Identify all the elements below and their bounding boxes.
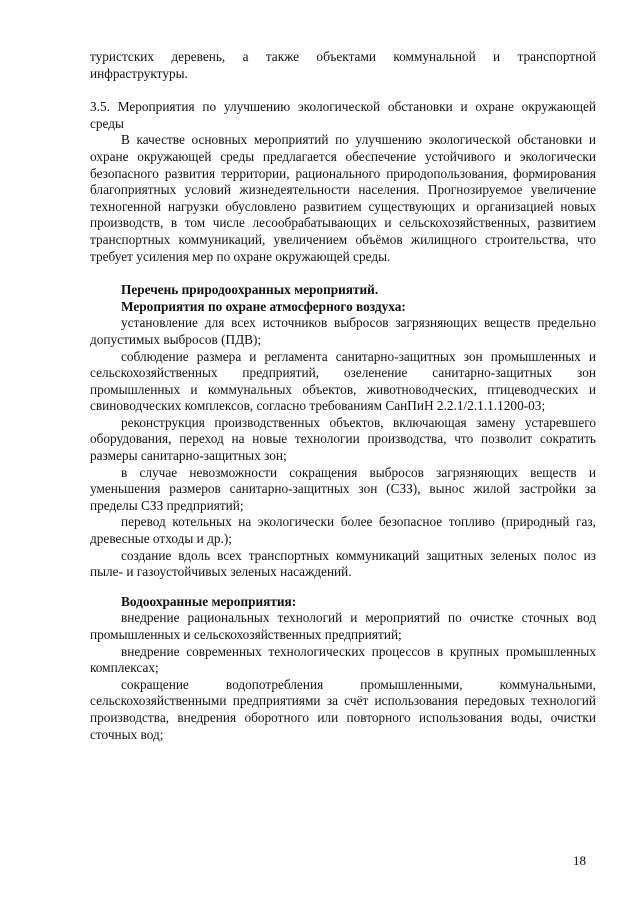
document-page bbox=[90, 49, 596, 743]
air-measure-item: установление для всех источников выбросов загрязняющих веществ предельно допустимых выбросов (ПДВ); bbox=[90, 315, 596, 347]
water-measure-item: внедрение рациональных технологий и мероприятий по очистке сточных вод промышленных и сельскохозяйственных предприятий; bbox=[90, 610, 596, 642]
section-paragraph: В качестве основных мероприятий по улучшению экологической обстановки и охране окружающей среды предлагается обеспечение устойчивого и экологически безопасного развития территории, рационального природопользования, формирования благоприятных условий жизнедеятельности населения. Прогнозируемое увеличение техногенной нагрузки обусловлено развитием существующих и организацией новых производств, в том числе лесообрабатывающих и сельскохозяйственных, развитием транспортных коммуникаций, увеличением объёмов жилищного строительства, что требует усиления мер по охране окружающей среды. bbox=[90, 132, 596, 264]
air-measure-item: в случае невозможности сокращения выбросов загрязняющих веществ и уменьшения размеров санитарно-защитных зон (СЗЗ), вынос жилой застройки за пределы СЗЗ предприятий; bbox=[90, 464, 596, 513]
section-heading: 3.5. Мероприятия по улучшению экологической обстановки и охране окружающей среды bbox=[90, 99, 596, 131]
water-measure-item: сокращение водопотребления промышленными, коммунальными, сельскохозяйственными предприятиями за счёт использования передовых технологий производства, внедрения оборотного или повторного использования воды, очистки сточных вод; bbox=[90, 676, 596, 742]
measures-title: Перечень природоохранных мероприятий. bbox=[121, 282, 379, 298]
air-measure-item: перевод котельных на экологически более безопасное топливо (природный газ, древесные отходы и др.); bbox=[90, 514, 596, 547]
air-measure-item: создание вдоль всех транспортных коммуникаций защитных зеленых полос из пыле- и газоустойчивых зеленых насаждений. bbox=[90, 547, 596, 580]
air-measures-title: Мероприятия по охране атмосферного воздуха: bbox=[121, 298, 406, 314]
water-measures-title: Водоохранные мероприятия: bbox=[121, 593, 297, 609]
water-measure-item: внедрение современных технологических процессов в крупных промышленных комплексах; bbox=[90, 643, 596, 676]
air-measure-item: соблюдение размера и регламента санитарно-защитных зон промышленных и сельскохозяйственных предприятий, озеленение санитарно-защитных зон промышленных и коммунальных объектов, животноводческих, птицеводческих и свиноводческих комплексов, согласно требованиям СанПиН 2.2.1/2.1.1.1200-03; bbox=[90, 348, 596, 414]
air-measure-item: реконструкция производственных объектов, включающая замену устаревшего оборудования, переход на новые технологии производства, что позволит сократить размеры санитарно-защитных зон; bbox=[90, 414, 596, 464]
page-number: 18 bbox=[573, 853, 586, 868]
intro-paragraph: туристских деревень, а также объектами коммунальной и транспортной инфраструктуры. bbox=[90, 49, 596, 81]
